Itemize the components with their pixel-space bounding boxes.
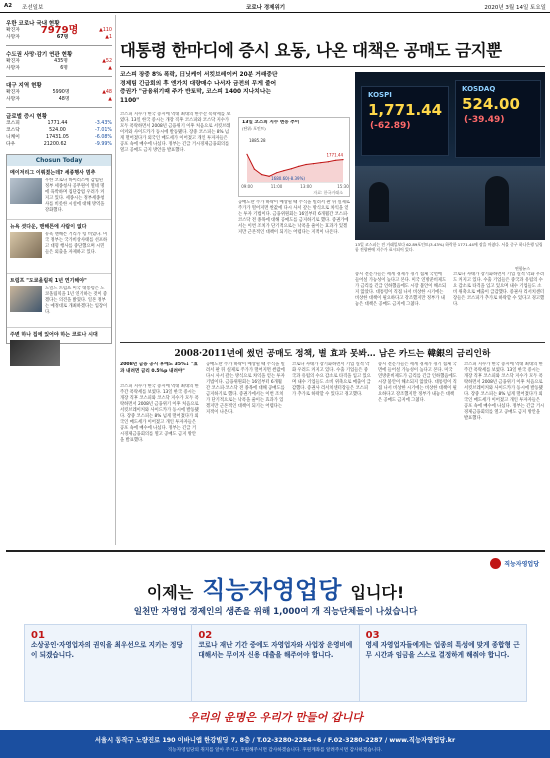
data-point	[246, 154, 247, 155]
confirmed-row	[6, 27, 112, 34]
index-row	[6, 127, 112, 134]
open-label: 1885.28	[249, 138, 266, 143]
divider	[6, 107, 112, 108]
advertisement	[6, 550, 545, 758]
ad-headline-post: 입니다!	[350, 583, 405, 602]
stat-key: 확진자	[6, 59, 20, 64]
data-point	[291, 168, 292, 169]
column-divider	[115, 15, 116, 545]
kospi-chart	[238, 117, 350, 197]
issue-date: 2020년 3월 14일 토요일	[484, 5, 546, 11]
ad-point-number: 01	[31, 630, 45, 641]
data-point	[269, 176, 270, 177]
ad-point-text: 코로나 재난 기간 중에도 자영업자와 사업장 운영비에 대해서는 무이자 신용 대출을 해주어야 합니다.	[198, 641, 353, 659]
sub-body-col1: 코스피 지수가 한국 증시에 역대 최대의 한주간 폭락세를 보였다. 13일 한국 증시는 개장 직후 코스피와 코스닥 지수가 모두 폭락하면서 2008년 금융위기 이후 처음으로 서킷브레이커와 사이드카가 동시에 발동됐다. 장중 코스피는 8% 넘게 떨어졌다가 외국인 매도세가 이어졌고 개인 투자자들은 공포 속에 매수에 나섰다. 정부는 긴급 거시경제금융회의를 열고 공매도 금지 방안을 발표했다.	[120, 384, 199, 443]
chosun-today-box	[6, 154, 112, 344]
data-point	[254, 169, 255, 170]
index-delta: -6.08%	[95, 135, 112, 140]
index-value: 1771.44	[47, 121, 68, 126]
data-point	[261, 174, 262, 175]
article-body-mid: 공매도란 주가 하락이 예상될 때 주식을 빌려서 판 뒤 실제로 주가가 떨어지면 싼값에 다시 사서 갚는 방식으로 차익을 얻는 투자 기법이다. 금융위원회는 16일부터 6개월간 코스피·코스닥 전 종목에 대해 공매도를 금지하기로 했다. 증권가에서는 이번 조치가 단기적으로는 낙폭을 줄이는 효과가 있겠지만 근본적인 대책이 되기는 어렵다는 지적이 나온다.	[238, 200, 350, 235]
sub-body-col2: 공매도란 주가 하락이 예상될 때 주식을 빌려서 판 뒤 실제로 주가가 떨어지면 싼값에 다시 사서 갚는 방식으로 차익을 얻는 투자 기법이다. 금융위원회는 16일부터 6개월간 코스피·코스닥 전 종목에 대해 공매도를 금지하기로 했다. 증권가에서는 이번 조치가 단기적으로는 낙폭을 줄이는 효과가 있겠지만 근본적인 대책이 되기는 어렵다는 지적이 나온다.	[206, 362, 285, 415]
close-label: 1771.44	[326, 152, 343, 158]
index-delta: -3.43%	[95, 121, 112, 126]
index-title: 글로벌 증시 현황	[6, 114, 48, 120]
page-number: A2	[4, 3, 13, 9]
stat-key: 사망자	[6, 97, 20, 102]
tick-label: 11:00	[270, 184, 283, 189]
list-item[interactable]	[7, 166, 111, 220]
data-point	[342, 159, 343, 160]
index-row	[6, 120, 112, 127]
photo-credit: 연합뉴스	[515, 266, 531, 271]
covid-status-title: 우한 코로나 국내 현황	[6, 21, 60, 27]
news-photo	[10, 232, 42, 258]
daegu-status-title: 대구 지역 현황	[6, 83, 42, 89]
index-value: 17431.05	[46, 135, 69, 140]
article-body-right: 증시 전문가들은 세계 경제가 경기 침체 국면에 들어설 가능성이 높다고 본다. 미국 연방준비제도가 금리를 긴급 인하했음에도 시장 불안이 해소되지 않았다. 대통령이 직접 나서 비상한 시기에는 비상한 대책이 필요하다고 강조했지만 정부가 내놓은 대책은 공매도 금지에 그쳤다.	[355, 272, 447, 307]
person-silhouette	[369, 182, 389, 222]
index-delta: -9.99%	[95, 142, 112, 147]
sub-side-head: 2008년 금융 공시 후에도 35%↓ "효과 내려면 금리 0.5%p 내려야"	[120, 362, 198, 374]
stat-row	[6, 58, 112, 65]
data-point	[335, 160, 336, 161]
index-delta: -7.01%	[95, 128, 112, 133]
chart-unit: (단위: 포인트)	[242, 126, 266, 131]
ad-point-text: 영세 자영업자들에게는 업종의 특성에 맞게 종합형 근무 시간과 임금을 스스로 결정하게 해줘야 합니다.	[365, 641, 520, 659]
list-item[interactable]	[7, 328, 111, 343]
item-body: 뉴욕 맨해튼 거리가 텅 비었다. 미국 정부는 국가비상사태를 선포하고 대형 행사를 중단했으며 시민들은 외출을 자제하고 있다.	[45, 232, 108, 255]
confirmed-delta: ▲110	[99, 28, 112, 33]
stock-board-photo	[355, 72, 545, 240]
paper-name: 조선일보	[22, 5, 44, 11]
ad-headline-pre: 이제는	[146, 583, 194, 602]
data-point	[283, 170, 284, 171]
kospi-value: 1,771.44	[368, 101, 443, 119]
kospi-line-chart	[239, 130, 349, 196]
article-body-left: 코스피 지수가 한국 증시에 역대 최대의 한주간 폭락세를 보였다. 13일 한국 증시는 개장 직후 코스피와 코스닥 지수가 모두 폭락하면서 2008년 금융위기 이후 처음으로 서킷브레이커와 사이드카가 동시에 발동됐다. 장중 코스피는 8% 넘게 떨어졌다가 외국인 매도세가 이어졌고 개인 투자자들은 공포 속에 매수에 나섰다. 정부는 긴급 거시경제금융회의를 열고 공매도 금지 방안을 발표했다.	[120, 112, 231, 153]
article-subhead: 코스피 장중 8% 폭락, 日닛케이 서킷브레이커 20분 거래중단 경제팀 긴급회의 후 엔가치 대량매수 나서자 금전의 무게 줄어 증권가 "금융위기때 주가 반토막, 코스피 1400 지나치나는 1100"	[120, 72, 278, 104]
divider	[6, 45, 112, 46]
sub-body-col4: 증시 전문가들은 세계 경제가 경기 침체 국면에 들어설 가능성이 높다고 본다. 미국 연방준비제도가 금리를 긴급 인하했음에도 시장 불안이 해소되지 않았다. 대통령이 직접 나서 비상한 시기에는 비상한 대책이 필요하다고 강조했지만 정부가 내놓은 대책은 공매도 금지에 그쳤다.	[378, 362, 457, 403]
item-body: 도널드 트럼프 미국 대통령은 도쿄올림픽을 1년 연기하는 것이 좋겠다는 의견을 밝혔다. 일본 정부는 예정대로 개최하겠다는 입장이다.	[45, 286, 108, 315]
left-sidebar	[6, 15, 112, 620]
photo-caption: 13일 코스피는 전 거래일보다 62.89포인트(3.43%) 하락한 1771.44에 장을 마쳤다. 서울 중구 하나은행 딜링룸 전광판에 지수가 표시되어 있다.	[355, 242, 543, 252]
ad-point-text: 소상공인·자영업자의 권익을 최우선으로 지키는 정당이 되겠습니다.	[31, 641, 183, 659]
data-point	[328, 161, 329, 162]
data-point	[320, 162, 321, 163]
confirmed-label: 확진자	[6, 28, 20, 33]
ad-points	[24, 624, 527, 702]
ad-point	[360, 625, 526, 701]
data-point	[298, 166, 299, 167]
ad-headline-main: 직능자영업당	[202, 576, 342, 604]
index-row	[6, 134, 112, 141]
sub-headline: 2008·2011년에 썼던 공매도 정책, 별 효과 못봐… 남은 카드는 韓銀의 금리인하	[174, 349, 491, 359]
ad-footer-address: 서울시 동작구 노량진로 190 이바니앱 한강빌딩 7, 8층 / T.02-3280-2284~6 / F.02-3280-2287 / www.직능자영업당.kr	[94, 737, 456, 744]
ad-footer-note: 직능자영업당의 취지를 알아 주시고 후원해주시면 감사하겠습니다. 후원계좌를 알려주시면 감사하겠습니다.	[167, 748, 383, 753]
news-photo	[10, 178, 42, 204]
data-point	[313, 163, 314, 164]
ad-subline: 일천만 자영업 경제인의 생존을 위해 1,000여 개 직능단체들이 나섰습니다	[133, 607, 418, 617]
stat-delta: ▲	[108, 66, 112, 71]
chart-title: 13일 코스피 지수 변동 추이	[242, 120, 300, 125]
data-point	[276, 172, 277, 173]
ad-point-number: 02	[198, 630, 213, 641]
index-value: 524.00	[49, 128, 66, 133]
logo-text: 직능자영업당	[504, 561, 539, 568]
news-photo	[10, 286, 42, 312]
item-headline: 주변 하나 집에 있어야 하는 코로나 시대	[10, 332, 98, 338]
stat-value: 6명	[60, 66, 68, 71]
item-headline: 메이저리그 이뤄졌는데? 세종행사 멈추	[10, 170, 96, 176]
stat-row	[6, 65, 112, 72]
news-photo	[10, 340, 60, 366]
index-key: 니케이	[6, 135, 20, 140]
index-value: 21200.62	[43, 142, 67, 147]
deaths-row	[6, 34, 112, 41]
list-item[interactable]	[7, 274, 111, 328]
sub-body-col3: 코로나 사태가 장기화하면서 기업 실적 악화 우려도 커지고 있다. 수출 기업들은 중국과 유럽의 수요 감소로 타격을 입고 있으며 내수 기업들도 소비 위축으로 매출이 급감했다. 증권사 리서치센터장들은 코스피가 추가로 하락할 수 있다고 경고했다.	[292, 362, 371, 397]
stat-value: 435명	[54, 59, 68, 64]
main-headline: 대통령 한마디에 증시 요동, 나온 대책은 공매도 금지뿐	[120, 41, 502, 60]
low-label: 1680.60(-8.39%)	[271, 176, 305, 181]
confirmed-count: 7979명	[40, 25, 79, 36]
index-key: 코스피	[6, 121, 20, 126]
rule	[120, 342, 545, 343]
data-point	[305, 164, 306, 165]
index-row	[6, 141, 112, 148]
kosdaq-board	[455, 80, 541, 158]
ad-point	[25, 625, 192, 701]
stat-key: 사망자	[6, 66, 20, 71]
ad-point-number: 03	[365, 630, 380, 641]
item-headline: 뉴욕 셧다운, 맨해튼에 사람이 없다	[10, 224, 87, 230]
kosdaq-change: (-39.49)	[464, 115, 505, 125]
stat-value: 5990명	[52, 90, 70, 95]
ad-footer-bar	[0, 730, 550, 758]
chart-source-note: 자료: 한국거래소	[313, 190, 343, 195]
party-logo	[490, 558, 539, 569]
stat-key: 확진자	[6, 90, 20, 95]
list-item[interactable]	[7, 220, 111, 274]
index-key: 다우	[6, 142, 16, 147]
logo-mark-icon	[490, 558, 501, 569]
kospi-label: KOSPI	[368, 91, 392, 99]
deaths-label: 사망자	[6, 35, 20, 40]
tick-label: 15:30	[337, 184, 349, 189]
stat-delta: ▲	[108, 97, 112, 102]
kosdaq-value: 524.00	[462, 95, 520, 113]
deaths-count: 67명	[56, 35, 69, 40]
stat-value: 48명	[58, 97, 70, 102]
deaths-delta: ▲1	[105, 35, 112, 40]
stat-delta: ▲48	[102, 90, 112, 95]
kospi-change: (-62.89)	[370, 121, 411, 131]
stat-row	[6, 89, 112, 96]
page-header	[0, 0, 550, 13]
ad-headline	[6, 570, 545, 605]
stat-delta: ▲52	[102, 59, 112, 64]
capital-status-title: 수도권 사망·감기 연관 현황	[6, 52, 73, 58]
kosdaq-label: KOSDAQ	[462, 85, 496, 93]
sub-body-col5: 코스피 지수가 한국 증시에 역대 최대의 한주간 폭락세를 보였다. 13일 한국 증시는 개장 직후 코스피와 코스닥 지수가 모두 폭락하면서 2008년 금융위기 이후 처음으로 서킷브레이커와 사이드카가 동시에 발동됐다. 장중 코스피는 8% 넘게 떨어졌다가 외국인 매도세가 이어졌고 개인 투자자들은 공포 속에 매수에 나섰다. 정부는 긴급 거시경제금융회의를 열고 공매도 금지 방안을 발표했다.	[464, 362, 545, 421]
rule	[120, 66, 545, 67]
kospi-board	[361, 86, 449, 156]
index-key: 코스닥	[6, 128, 20, 133]
chosun-today-title: Chosun Today	[7, 155, 111, 166]
divider	[6, 76, 112, 77]
stat-row	[6, 96, 112, 103]
item-body: 우한 코로나 바이러스에 감염된 정부 세종청사 공무원이 열네 명에 육박하며 집단감염 우려가 커지고 있다. 세종시는 정부세종청사를 비롯한 시설에 대해 방역을 강화했다.	[45, 178, 105, 213]
item-headline: 트럼프 "도쿄올림픽 1년 연기해야"	[10, 278, 87, 284]
section-name: 코로나 경제위기	[246, 5, 286, 11]
article-body-right-2: 코로나 사태가 장기화하면서 기업 실적 악화 우려도 커지고 있다. 수출 기업들은 중국과 유럽의 수요 감소로 타격을 입고 있으며 내수 기업들도 소비 위축으로 매출이 급감했다. 증권사 리서치센터장들은 코스피가 추가로 하락할 수 있다고 경고했다.	[453, 272, 545, 307]
ad-slogan: 우리의 운명은 우리가 만들어 갑니다	[188, 711, 363, 724]
ad-point	[192, 625, 359, 701]
tick-label: 09:00	[241, 184, 253, 189]
person-silhouette	[485, 176, 509, 226]
tick-label: 13:00	[300, 184, 312, 189]
